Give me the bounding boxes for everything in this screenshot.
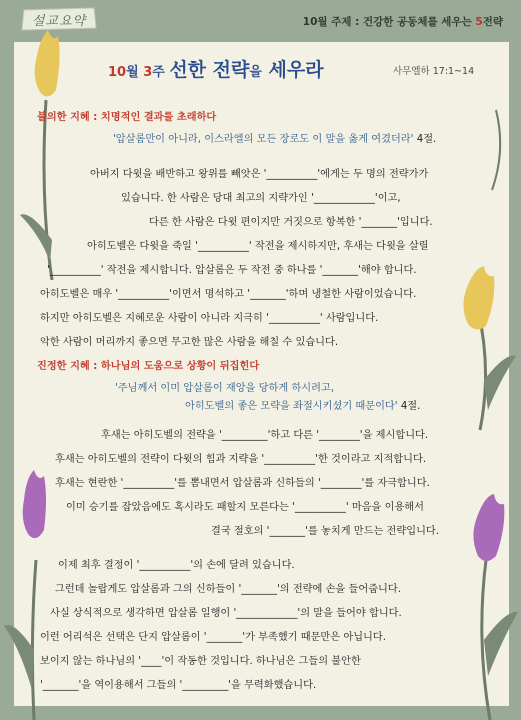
section2-line: 후새는 아히도벨의 전략이 다윗의 힘과 지략을 '__________'한 것이라고 지적합니다. — [55, 454, 427, 465]
section1-line: '__________' 작전을 제시합니다. 압살롬은 두 작전 중 하나를 '_______'해야 합니다. — [47, 265, 417, 276]
section2-line: 결국 절호의 '_______'를 놓치게 만드는 전략입니다. — [211, 526, 439, 537]
section3-line: 보이지 않는 하나님의 '____'이 작동한 것입니다. 하나님은 그들의 불안한 — [40, 656, 361, 667]
scripture-reference: 사무엘하 17:1~14 — [393, 66, 475, 77]
title-row — [108, 55, 508, 81]
title-week-mid: 월 — [126, 65, 144, 80]
section2-quote-line2 — [185, 397, 420, 412]
theme-suffix: 전략 — [482, 16, 503, 28]
title-week-num2: 3 — [143, 65, 153, 80]
section1-line: 다른 한 사람은 다윗 편이지만 거짓으로 항복한 '_______'입니다. — [149, 217, 433, 228]
section1-line: 아버지 다윗을 배반하고 왕위를 빼앗은 '__________'에게는 두 명의 전략가가 — [90, 169, 429, 180]
section3-line: 이런 어리석은 선택은 단지 압살롬이 '_______'가 부족했기 때문만은 아닙니다. — [40, 632, 386, 643]
section2-quote-line1: '주님께서 이미 압살롬이 재앙을 당하게 하시려고, — [115, 383, 335, 394]
theme-accent: 5 — [475, 16, 483, 28]
section1-quote-text: '압살롬만이 아니라, 이스라엘의 모든 장로도 이 말을 옳게 여겼더라' — [113, 134, 414, 145]
section1-line: 아히도벨은 매우 '__________'이면서 명석하고 '_______'하며 냉철한 사람이었습니다. — [40, 289, 417, 300]
section1-quote-ref: 4절. — [413, 134, 437, 145]
section3-line: 그런데 놀랍게도 압살롬과 그의 신하들이 '_______'의 전략에 손을 들어줍니다. — [55, 584, 401, 595]
title-main: 선한 전략 — [169, 59, 250, 81]
section3-line: '_______'을 역이용해서 그들의 '_________'을 무력화했습니다. — [40, 680, 317, 691]
section2-quote-text: 아히도벨의 좋은 모략을 좌절시키셨기 때문이다' — [185, 401, 398, 412]
title-particle: 을 — [249, 65, 262, 80]
tag-label: 설교요약 — [31, 14, 87, 29]
section2-line: 후새는 현란한 '__________'를 뽐내면서 압살롬과 신하들의 '________'를 자극합니다. — [55, 478, 430, 489]
title-week-num: 10 — [108, 65, 127, 80]
section1-line: 아히도벨은 다윗을 죽일 '__________' 작전을 제시하지만, 후새는 다윗을 살릴 — [87, 241, 429, 252]
section2-line: 후새는 아히도벨의 전략을 '_________'하고 다른 '________'을 제시합니다. — [101, 430, 429, 441]
monthly-theme — [303, 14, 503, 29]
section1-heading: 불의한 지혜 : 치명적인 결과를 초래하다 — [37, 112, 217, 123]
section2-line: 이미 승기를 잡았음에도 혹시라도 패할지 모른다는 '__________' 마음을 이용해서 — [66, 502, 424, 513]
section3-line: 이제 최후 결정이 '__________'의 손에 달려 있습니다. — [58, 560, 295, 571]
title-end: 세우라 — [261, 59, 324, 81]
section1-line: 있습니다. 한 사람은 당대 최고의 지략가인 '____________'이고, — [121, 193, 401, 204]
section1-line: 하지만 아히도벨은 지혜로운 사람이 아니라 지극히 '__________' 사람입니다. — [40, 313, 379, 324]
section2-quote-ref: 4절. — [397, 401, 421, 412]
section2-heading: 진정한 지혜 : 하나님의 도움으로 상황이 뒤집힌다 — [37, 361, 260, 372]
section1-quote — [113, 130, 436, 145]
page-title — [108, 55, 324, 82]
title-week-end: 주 — [152, 65, 170, 80]
sermon-summary-tag — [20, 6, 98, 32]
theme-prefix: 10월 주제 : 건강한 공동체를 세우는 — [302, 16, 476, 28]
section3-line: 사실 상식적으로 생각하면 압살롬 일행이 '____________'의 말을 들어야 합니다. — [50, 608, 402, 619]
section1-line: 악한 사람이 머리까지 좋으면 무고한 많은 사람을 해칠 수 있습니다. — [40, 337, 339, 348]
